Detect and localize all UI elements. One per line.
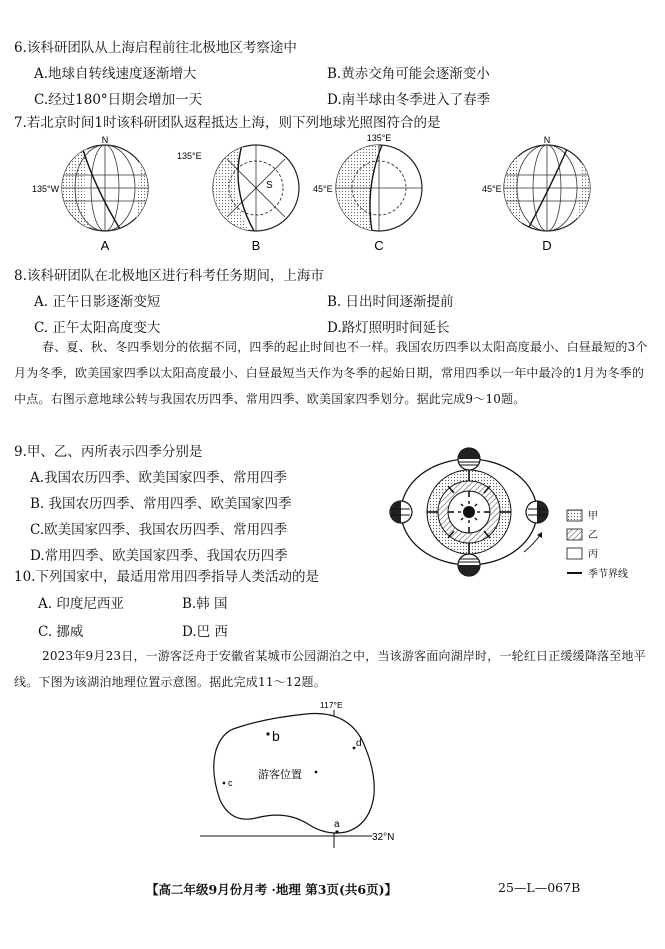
q10-option-b: B.韩 国 [182,596,228,612]
parallel-label: 32°N [372,832,395,843]
q7-stem: 7.若北京时间1时该科研团队返程抵达上海，则下列地球光照图符合的是 [14,115,441,131]
q6-option-d: D.南半球由冬季进入了春季 [327,92,491,108]
q6-option-b: B.黄赤交角可能会逐渐变小 [327,66,490,82]
q8-option-c: C. 正午太阳高度变大 [34,320,161,336]
globe-c-side-label: 45°E [313,184,333,194]
legend-boundary-line: 季节界线 [588,569,628,580]
legend-bing: 丙 [588,549,598,560]
q9-stem: 9.甲、乙、丙所表示四季分别是 [14,444,203,460]
globe-b-longitude-label: 135°E [177,151,202,161]
q6-option-a: A.地球自转线速度逐渐增大 [34,66,197,82]
globe-c [313,133,422,253]
earth-left-icon [390,501,412,523]
q9-option-c: C.欧美国家四季、我国农历四季、常用四季 [30,522,288,538]
globe-b-letter: B [251,238,261,253]
globe-c-letter: C [374,238,384,253]
meridian-label: 117°E [320,700,343,710]
globe-a-letter: A [100,238,110,253]
q10-option-d: D.巴 西 [182,624,228,640]
q9-option-a: A.我国农历四季、欧美国家四季、常用四季 [30,470,288,486]
globe-d [482,133,592,253]
lake-map-figure [196,700,416,850]
earth-top-icon [458,448,480,470]
point-b-label: b [272,728,280,744]
globe-d-longitude-label: 45°E [482,184,502,194]
q10-stem: 10.下列国家中，最适用常用四季指导人类活动的是 [14,569,319,585]
footer-code: 25—L—067B [498,880,581,895]
globe-c-longitude-label: 135°E [366,133,392,143]
point-d-label: d [356,738,362,749]
legend-jia: 甲 [588,511,598,522]
globe-a-north-label: N [101,135,109,145]
q8-stem: 8.该科研团队在北极地区进行科考任务期间，上海市 [14,268,324,284]
q8-option-a: A. 正午日影逐渐变短 [34,294,161,310]
q6-stem: 6.该科研团队从上海启程前往北极地区考察途中 [14,40,297,56]
point-a-label: a [334,819,340,830]
footer-page-info: 【高二年级9月份月考 ·地理 第3页(共6页)】 [146,882,397,897]
q10-option-a: A. 印度尼西亚 [38,596,124,612]
tourist-position-label: 游客位置 [258,769,302,781]
point-c-label: c [228,778,233,788]
q10-option-c: C. 挪威 [38,624,84,640]
passage-seasons: 春、夏、秋、冬四季划分的依据不同，四季的起止时间也不一样。我国农历四季以太阳高度最小、白昼最短的3个月为冬季，欧美国家四季以太阳高度最小、白昼最短当天作为冬季的起始日期，常用四季以一年中最冷的1月为冬季的中点。右图示意地球公转与我国农历四季、常用四季、欧美国家四季划分。据此完成9～10题。 [14,340,648,406]
globe-d-letter: D [542,238,552,253]
q9-option-d: D.常用四季、欧美国家四季、我国农历四季 [30,548,288,564]
passage-lake: 2023年9月23日，一游客泛舟于安徽省某城市公园湖泊之中，当该游客面向湖岸时，一轮红日正缓缓降落至地平线。下图为该湖泊地理位置示意图。据此完成11～12题。 [14,649,646,689]
q6-option-c: C.经过180°日期会增加一天 [34,92,203,108]
earth-bottom-icon [458,554,480,576]
globe-b-pole-label: S [266,180,273,191]
globe-a-longitude-label: 135°W [32,184,60,194]
q8-option-d: D.路灯照明时间延长 [327,320,450,336]
q8-option-b: B. 日出时间逐渐提前 [327,294,454,310]
orbit-seasons-figure [384,440,654,590]
earth-right-icon [526,501,548,523]
legend [567,510,628,580]
orbit-direction-arrow-icon [524,534,541,552]
q7-globes-figure [20,133,640,257]
legend-yi: 乙 [588,530,598,541]
q9-option-b: B. 我国农历四季、常用四季、欧美国家四季 [30,496,292,512]
globe-b [177,143,299,253]
globe-a [32,133,150,253]
globe-d-north-label: N [543,135,551,145]
